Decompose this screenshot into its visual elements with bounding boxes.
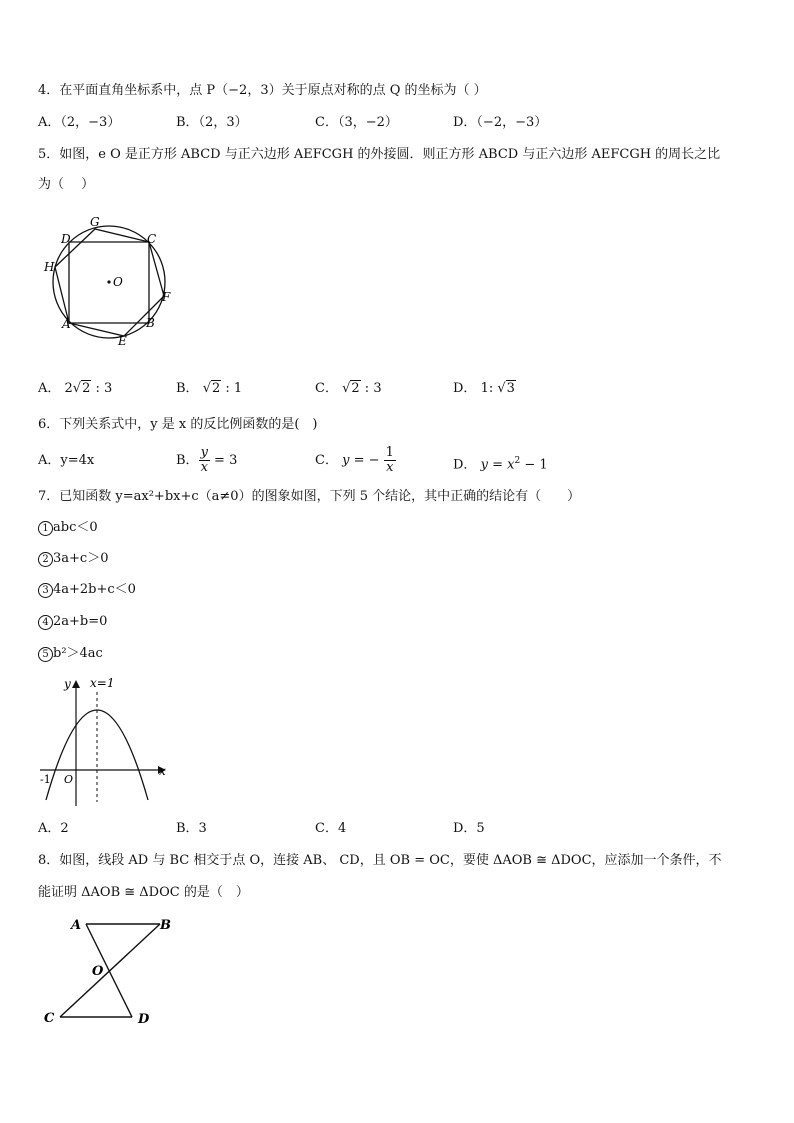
- q7-statement-2: 2 3a+c＞0: [38, 550, 108, 568]
- q5-option-b: B． √2 : 1: [176, 381, 243, 396]
- origin-label: O: [64, 773, 74, 786]
- q7-option-d: D．5: [453, 821, 485, 836]
- q7-option-c: C．4: [315, 821, 347, 836]
- q5-stem-line2: 为（ ）: [38, 177, 95, 192]
- label-h: H: [44, 260, 55, 274]
- label-b: B: [160, 918, 171, 933]
- label-g: G: [90, 215, 100, 229]
- segment-bc: [60, 924, 160, 1017]
- q7-statement-4: 4 2a+b=0: [38, 613, 107, 631]
- q7-statement-3: 3 4a+2b+c＜0: [38, 581, 136, 599]
- label-o: O: [92, 964, 104, 979]
- y-axis-arrow: [72, 680, 80, 688]
- label-c: C: [147, 232, 157, 246]
- label-a: A: [71, 918, 82, 933]
- q8-stem-line2: 能证明 ΔAOB ≅ ΔDOC 的是（ ）: [38, 885, 249, 900]
- q8-stem: 8．如图，线段 AD 与 BC 相交于点 O，连接 AB、 CD，且 OB = OC，要使 ΔAOB ≅ ΔDOC，应添加一个条件，不: [38, 853, 722, 868]
- q4-option-d: D．（−2，−3）: [453, 115, 548, 130]
- label-e: E: [118, 334, 127, 348]
- q6-option-d: D． $y = x^2 - 1$: [453, 456, 548, 473]
- q7-stem: 7．已知函数 y=ax²+bx+c（a≠0）的图象如图，下列 5 个结论，其中正确的结论有（ ）: [38, 489, 581, 504]
- q6-option-a: A．y=4x: [38, 453, 95, 468]
- q6-option-b: B． $\frac{y}{x}$ = 3: [176, 445, 238, 475]
- q6-option-c: C． y = − $\frac{1}{x}$: [315, 445, 394, 475]
- q4-option-c: C．（3，−2）: [315, 115, 398, 130]
- label-d: D: [61, 232, 71, 246]
- q5-option-c: C． √2 : 3: [315, 381, 382, 396]
- label-f: F: [162, 290, 171, 304]
- label-d: D: [138, 1012, 150, 1027]
- label-b: B: [146, 316, 155, 330]
- center-point-o: [107, 280, 110, 283]
- x-label: x: [159, 764, 166, 778]
- q6-stem: 6．下列关系式中，y 是 x 的反比例函数的是( ): [38, 417, 318, 432]
- q5-option-d: D． 1: √3: [453, 381, 515, 396]
- q7-option-a: A．2: [38, 821, 69, 836]
- q8-figure-bowtie: [38, 912, 188, 1032]
- q5-option-a: A． 2√2 : 3: [38, 381, 113, 396]
- label-a: A: [62, 317, 71, 331]
- q7-option-b: B．3: [176, 821, 207, 836]
- y-label: y: [64, 677, 71, 691]
- q4-option-a: A．（2，−3）: [38, 115, 121, 130]
- q7-parabola-graph: [36, 672, 172, 808]
- q7-statement-5: 5 b²＞4ac: [38, 645, 103, 663]
- q5-stem: 5．如图，e O 是正方形 ABCD 与正六边形 AEFCGH 的外接圆．则正方形 ABCD 与正六边形 AEFCGH 的周长之比: [38, 147, 721, 162]
- q4-stem: 4．在平面直角坐标系中，点 P（−2，3）关于原点对称的点 Q 的坐标为（ ）: [38, 83, 487, 98]
- label-o: O: [113, 275, 123, 289]
- neg-one-label: -1: [40, 773, 51, 786]
- symmetry-label: x=1: [90, 676, 115, 690]
- q7-statement-1: 1 abc＜0: [38, 519, 98, 537]
- label-c: C: [44, 1011, 55, 1026]
- q5-figure-circle-square-hexagon: [38, 210, 188, 355]
- q4-option-b: B．（2，3）: [176, 115, 248, 130]
